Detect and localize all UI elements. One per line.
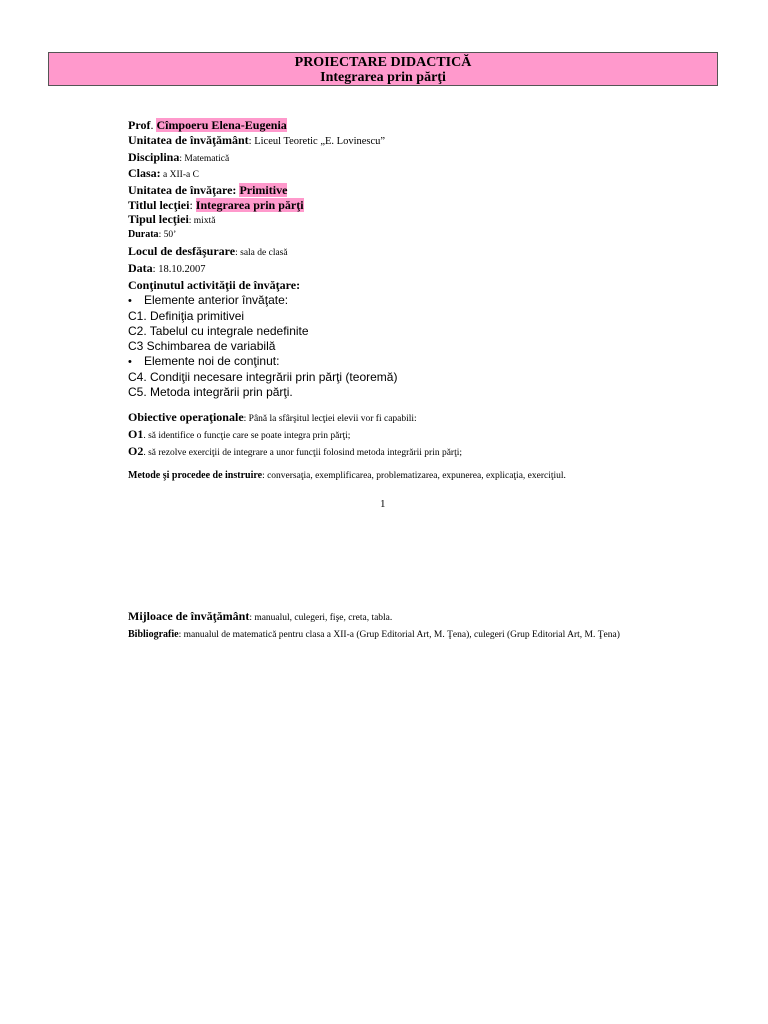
durata-value: : 50’ (158, 229, 177, 240)
o1-text: . să identifice o funcţie care se poate integra prin părţi; (143, 430, 351, 441)
unitate-invatare-label: Unitatea de învăţare: (128, 183, 240, 198)
objectives-section (128, 410, 748, 460)
mijloace-text: : manualul, culegeri, fişe, creta, tabla. (249, 613, 393, 623)
unitate-invatare-value: Primitive (239, 183, 288, 198)
unitate-label: Unitatea de învăţământ (128, 132, 249, 147)
objectives-intro: : Până la sfârşitul lecţiei elevii vor fi capabili: (243, 414, 417, 424)
tipul-line (128, 213, 728, 227)
mijloace-label: Mijloace de învăţământ (128, 609, 250, 623)
tipul-value: : mixtă (188, 215, 216, 226)
o2-label: O2 (128, 443, 144, 458)
data-line (128, 261, 728, 278)
data-label: Data (128, 260, 153, 275)
unitate-line (128, 133, 728, 150)
disciplina-value: : Matematică (179, 153, 230, 164)
content-item-c5: C5. Metoda integrării prin părţi. (128, 384, 293, 399)
bibliografie-line (128, 626, 748, 643)
objectives-line (128, 410, 748, 427)
durata-label: Durata (128, 228, 159, 240)
disciplina-label: Disciplina (128, 149, 180, 164)
unitate-invatare-line (128, 183, 728, 198)
clasa-value: a XII-a C (160, 170, 199, 181)
prof-label: Prof (128, 118, 151, 132)
prof-sep: . (150, 118, 157, 132)
unitate-value: : Liceul Teoretic „E. Lovinescu” (248, 135, 386, 147)
titlul-label: Titlul lecţiei (128, 197, 190, 212)
document-subtitle: Integrarea prin părţi (320, 70, 446, 85)
titlul-sep: : (189, 197, 196, 212)
o1-label: O1 (128, 426, 144, 441)
disciplina-line (128, 150, 728, 167)
titlul-line (128, 198, 728, 213)
mijloace-section (128, 609, 748, 643)
metode-label: Metode şi procedee de instruire (128, 470, 263, 481)
bibliografie-text: : manualul de matematică pentru clasa a XII-a (Grup Editorial Art, M. Ţena), culegeri (Grup Editorial Art, M. Ţena) (178, 629, 620, 640)
objective-o2 (128, 444, 748, 461)
content-item-c3: C3 Schimbarea de variabilă (128, 338, 276, 353)
tipul-label: Tipul lecţiei (128, 211, 189, 226)
metode-text: : conversaţia, exemplificarea, problematizarea, expunerea, explicaţia, exerciţiul. (262, 471, 566, 481)
locul-value: : sala de clasă (235, 247, 288, 258)
objective-o1 (128, 427, 748, 444)
content-item-c1: C1. Definiţia primitivei (128, 308, 245, 323)
objectives-label: Obiective operaţionale (128, 410, 244, 424)
lesson-meta (128, 118, 728, 277)
prof-line (128, 118, 728, 133)
content-bullet-previous: • Elemente anterior învăţate: (128, 293, 728, 309)
durata-line (128, 227, 728, 241)
data-value: : 18.10.2007 (152, 263, 206, 275)
prof-value: Cîmpoeru Elena-Eugenia (156, 118, 287, 132)
bibliografie-label: Bibliografie (128, 628, 179, 640)
mijloace-line (128, 609, 748, 626)
o2-text: . să rezolve exerciţii de integrare a unor funcţii folosind metoda integrării prin părţi; (143, 447, 463, 458)
clasa-label: Clasa: (128, 166, 161, 181)
content-bullet-new: • Elemente noi de conţinut: (128, 354, 728, 370)
document-title: PROIECTARE DIDACTICĂ (294, 55, 472, 70)
titlul-value: Integrarea prin părţi (195, 197, 304, 212)
locul-label: Locul de desfăşurare (128, 243, 236, 258)
content-section (128, 278, 728, 400)
page-number: 1 (380, 498, 386, 510)
content-item-c4: C4. Condiţii necesare integrării prin părţi (teoremă) (128, 369, 398, 384)
clasa-line (128, 166, 728, 183)
content-heading-line (128, 278, 728, 293)
content-heading: Conţinutul activităţii de învăţare: (128, 278, 301, 292)
locul-line (128, 244, 728, 261)
content-item-c2: C2. Tabelul cu integrale nedefinite (128, 323, 309, 338)
metode-line (128, 467, 748, 484)
title-box (48, 52, 718, 86)
metode-section (128, 467, 748, 484)
